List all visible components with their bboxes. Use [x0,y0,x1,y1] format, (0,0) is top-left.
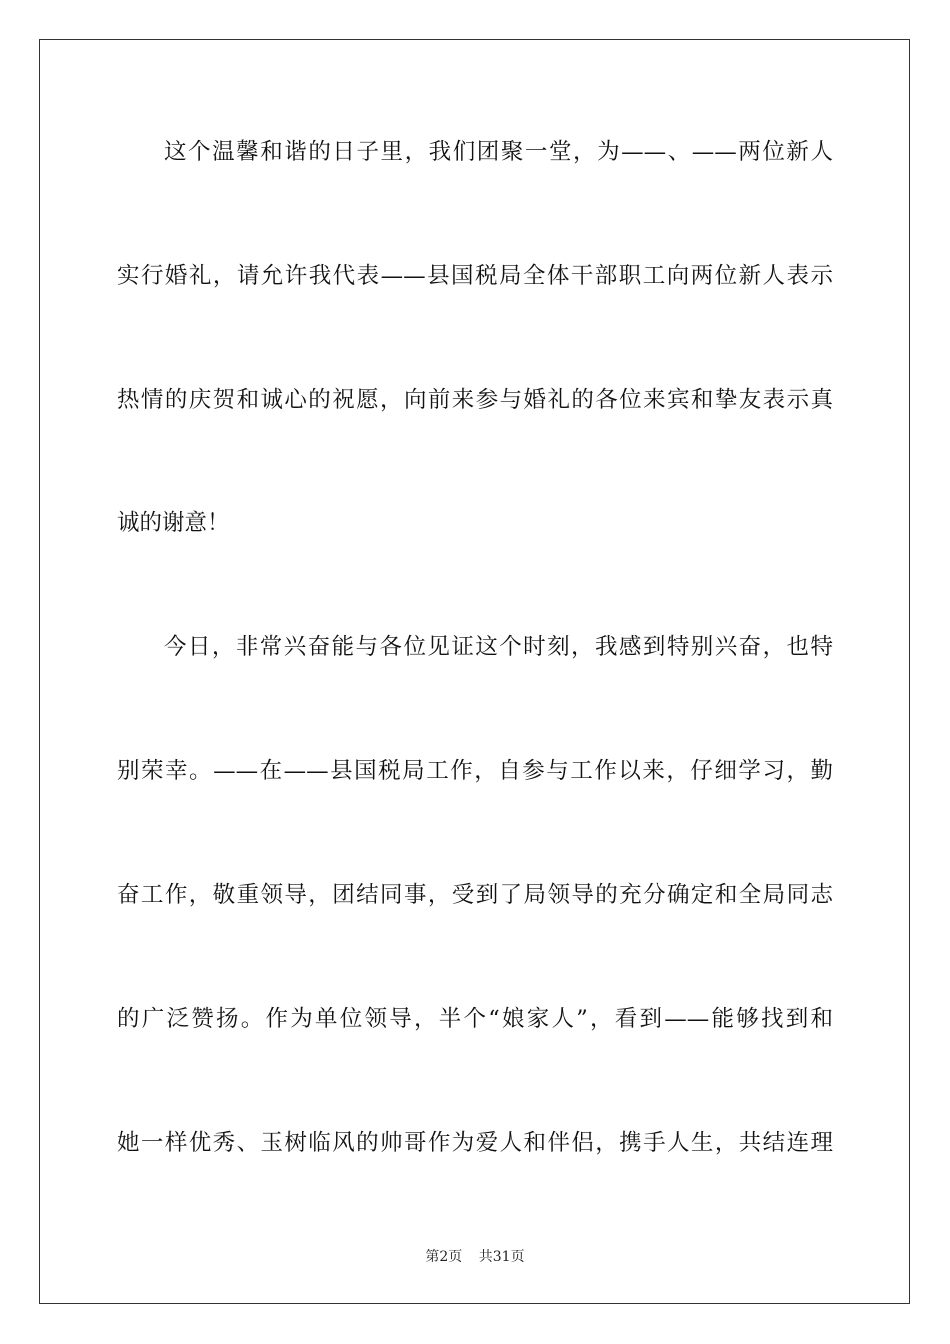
page-footer [0,1248,950,1266]
page-frame [39,39,910,1304]
paragraph-2-line-4: 的广泛赞扬。作为单位领导，半个“娘家人”，看到——能够找到和 [117,1006,833,1032]
paragraph-2-line-3: 奋工作，敬重领导，团结同事，受到了局领导的充分确定和全局同志 [117,882,833,908]
paragraph-1-line-2: 实行婚礼，请允许我代表——县国税局全体干部职工向两位新人表示 [117,263,833,289]
paragraph-2-line-5: 她一样优秀、玉树临风的帅哥作为爱人和伴侣，携手人生，共结连理 [117,1130,833,1156]
page-number: 第2页 [425,1249,463,1265]
paragraph-2-line-1: 今日，非常兴奋能与各位见证这个时刻，我感到特别兴奋，也特 [164,634,833,660]
paragraph-1-line-4: 诚的谢意！ [117,510,230,536]
paragraph-1-line-3: 热情的庆贺和诚心的祝愿，向前来参与婚礼的各位来宾和挚友表示真 [117,387,833,413]
paragraph-1-line-1: 这个温馨和谐的日子里，我们团聚一堂，为——、——两位新人 [164,139,833,165]
page-total: 共31页 [478,1249,525,1265]
paragraph-2-line-2: 别荣幸。——在——县国税局工作，自参与工作以来，仔细学习，勤 [117,758,833,784]
